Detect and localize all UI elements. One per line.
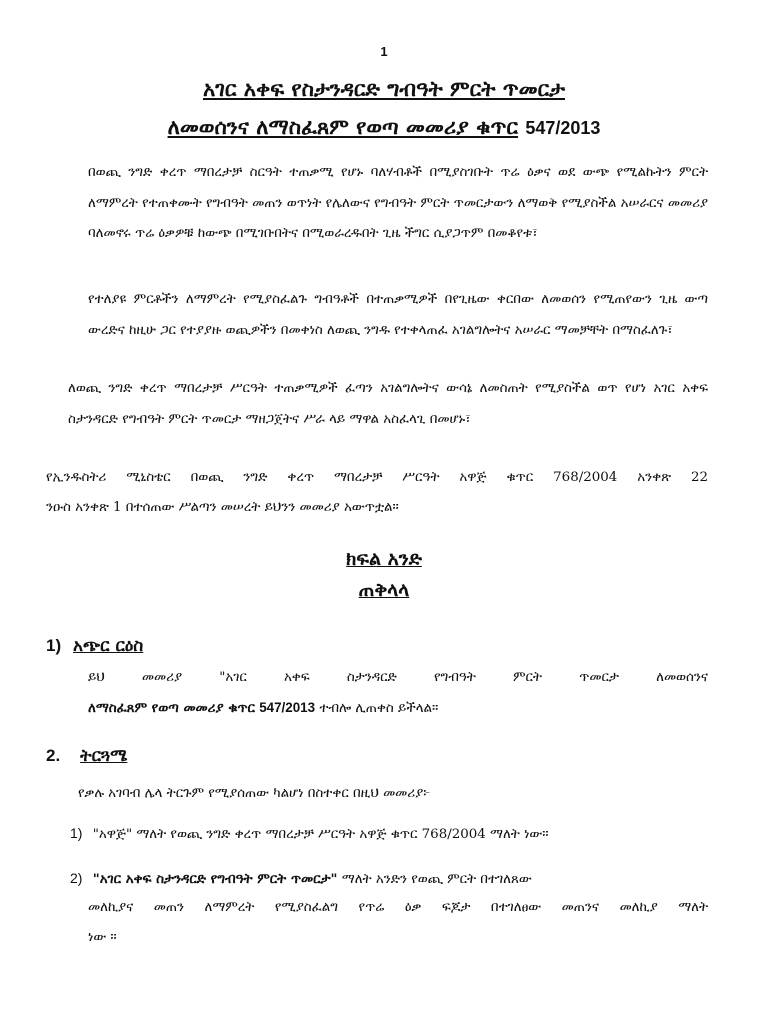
section-1-heading: [46, 636, 143, 656]
section-2-heading: [46, 746, 127, 766]
definition-1: 1) "አዋጅ" ማለት የወጪ ንግድ ቀረጥ ማበረታቻ ሥርዓት አዋጅ ቁጥር 768/2004 ማለት ነው።: [70, 825, 549, 842]
section-1-line-1: ይህ መመሪያ "አገር አቀፍ ስታንዳርድ የግብዓት ምርት ጥመርታ ለመወሰንና: [88, 670, 708, 685]
preamble-paragraph-4-line-2: ንዑስ አንቀጽ 1 በተሰጠው ሥልጣን መሠረት ይህንን መመሪያ አውጥቷል።: [46, 500, 399, 515]
definition-2-line-2: መለኪያና መጠን ለማምረት የሚያስፈልግ የጥሬ ዕቃ ፍጆታ በተገለፀው መጠንና መለኪያ ማለት: [88, 900, 708, 915]
section-1-number: 1): [46, 636, 62, 655]
definition-2-line-1: 2) "አገር አቀፍ ስታንዳርድ የግብዓት ምርት ጥመርታ" ማለት አንድን የወጪ ምርት በተገለጸው: [70, 870, 532, 887]
part-title: ክፍል አንድ: [346, 548, 422, 570]
document-title-line-2: ለመወሰንና ለማስፈጸም የወጣ መመሪያ ቁጥር 547/2013: [167, 114, 601, 139]
page-number: 1: [380, 44, 388, 59]
section-1-line-2: ለማስፈጸም የወጣ መመሪያ ቁጥር 547/2013 ተብሎ ሊጠቀስ ይችላል።: [88, 700, 439, 716]
preamble-paragraph-3: ለወጪ ንግድ ቀረጥ ማበረታቻ ሥርዓት ተጠቃሚዎች ፈጣን አገልግሎትና ውሳኔ ለመስጠት የሚያስችል ወጥ የሆነ አገር አቀፍ ስታንዳርድ የግብዓት ምርት ጥመርታ ማዘጋጀትና ሥራ ላይ ማዋል አስፈላጊ በመሆኑ፣: [68, 381, 708, 427]
preamble-paragraph-2: የተለያዩ ምርቶችን ለማምረት የሚያስፈልጉ ግብዓቶች በተጠቃሚዎች በየጊዜው ቀርበው ለመወሰን የሚጠየውን ጊዜ ውጣ ውረድና ከዚሁ ጋር የተያያዙ ወጪዎችን በመቀነስ ለወጪ ንግዱ የተቀላጠፈ አገልግሎትና አሠራር ማመቻቸት በማስፈለጉ፣: [88, 292, 708, 338]
part-subtitle: ጠቅላላ: [358, 579, 410, 601]
definitions-intro: የቃሉ አገባብ ሌላ ትርጉም የሚያሰጠው ካልሆነ በስተቀር በዚህ መመሪያ፦: [78, 786, 431, 801]
document-title-line-1: አገር አቀፍ የስታንዳርድ ግብዓት ምርት ጥመርታ: [202, 76, 566, 101]
section-2-number: 2.: [46, 746, 61, 765]
section-1-title: አጭር ርዕስ: [73, 636, 144, 656]
preamble-paragraph-1: በወጪ ንግድ ቀረጥ ማበረታቻ ስርዓት ተጠቃሚ የሆኑ ባለሃብቶች በሚያስገቡት ጥሬ ዕቃና ወደ ውጭ የሚልኩትን ምርት ለማምረት የተጠቀሙት የግብዓት መጠን ወጥነት የሌለውና የግብዓት ምርት ጥመርታውን ለማወቅ የሚያስችል አሠራርና መመሪያ ባለመኖሩ ጥሬ ዕቃዎቹ ከውጭ በሚገቡበትና በሚወራረዱበት ጊዜ ችግር ሲያጋጥም በመቆየቱ፣: [88, 165, 708, 241]
definition-2-line-3: ነው ።: [88, 930, 117, 945]
section-2-title: ትርጓሜ: [80, 746, 128, 766]
preamble-paragraph-4-line-1: የኢንዱስትሪ ሚኒስቴር በወጪ ንግድ ቀረጥ ማበረታቻ ሥርዓት አዋጅ ቁጥር 768/2004 አንቀጽ 22: [46, 470, 708, 485]
